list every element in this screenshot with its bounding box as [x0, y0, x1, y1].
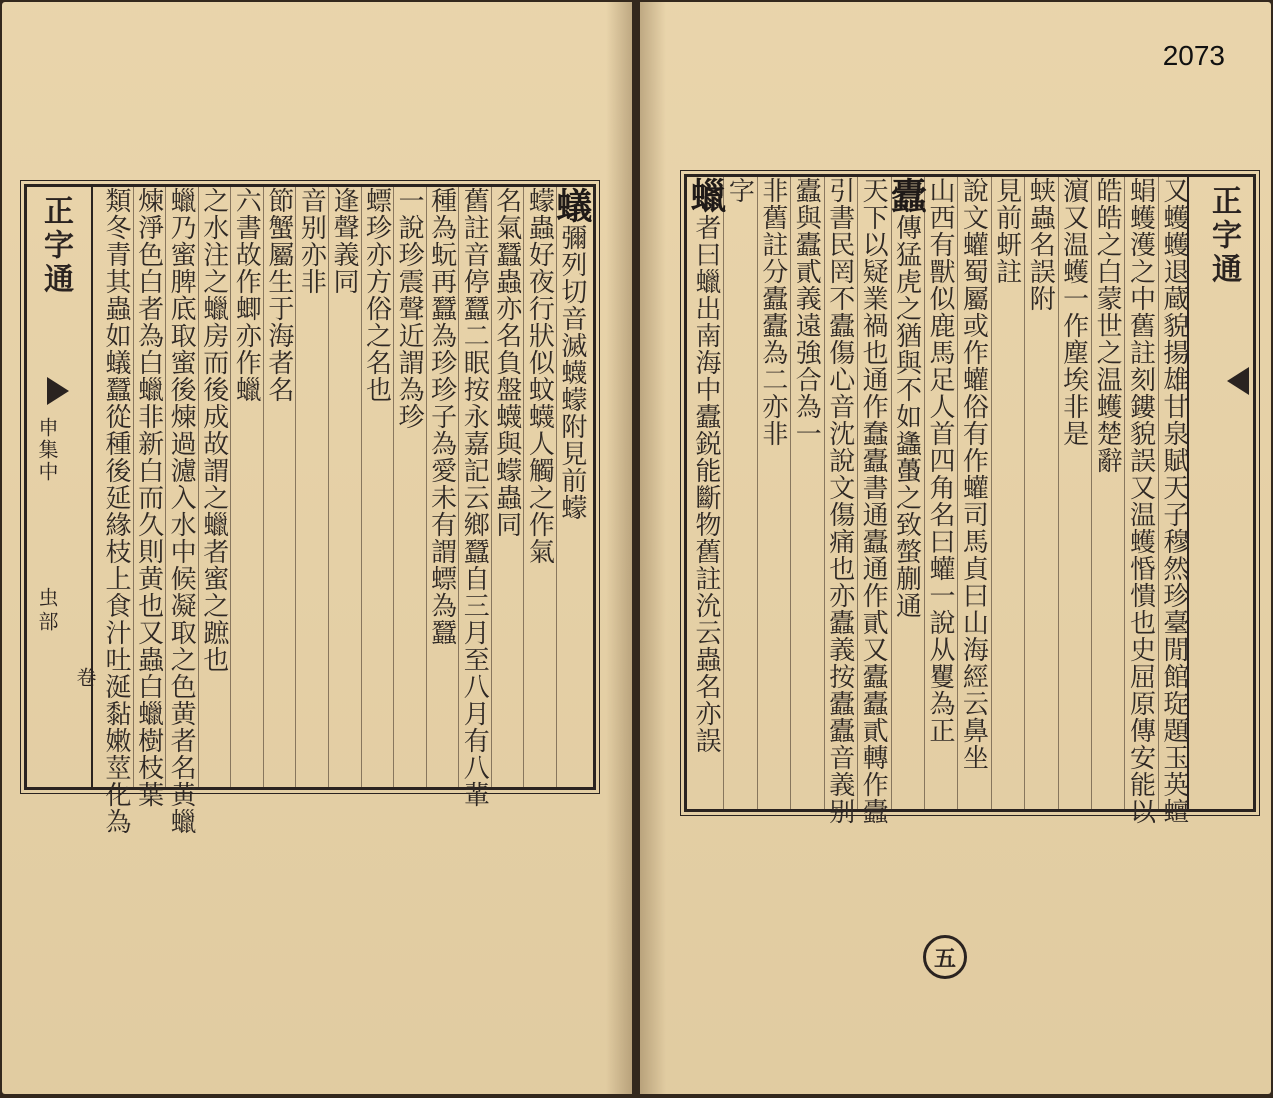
column-text: 蠟乃蜜脾底取蜜後煉過濾入水中候凝取之色黄者名黄蠟: [166, 187, 197, 835]
column-text: 者曰蠟出南海中蠹鋭能斷物舊註沇云蟲名亦誤: [691, 214, 721, 754]
column-text: 傳猛虎之猶與不如蠭蠆之致螫蒯通: [891, 214, 922, 619]
text-column: [723, 177, 754, 809]
text-column: [885, 177, 928, 809]
column-text: 逢聲義同: [328, 187, 359, 295]
column-text: 見前蚈註: [991, 177, 1022, 285]
image-number-label: 2073: [1162, 40, 1225, 71]
right-page: [640, 2, 1271, 1094]
column-text: 彌列切音滅蠛蠓附見前蠓: [556, 224, 587, 521]
left-folio-label: 卷: [73, 667, 97, 687]
text-column: [101, 187, 131, 835]
fishtail-mark: [1227, 367, 1249, 395]
text-column: [393, 187, 424, 787]
column-text: 節蟹屬生于海者名: [263, 187, 294, 403]
left-print-frame: [24, 184, 596, 835]
page-number-stamp: 五: [923, 935, 967, 979]
column-text: 說文蠸蜀屬或作蠸俗有作蠸司馬貞曰山海經云鼻坐: [958, 177, 989, 771]
text-column: [295, 187, 326, 787]
text-column: [361, 187, 392, 787]
column-text: 一說珍震聲近謂為珍: [394, 187, 425, 430]
column-text: 煉淨色白者為白蠟非新白而久則黄也又蟲白蠟樹枝葉: [133, 187, 164, 808]
column-text: 引書民罔不蠹傷心音沈說文傷痛也亦蠹義按蠹蠹音義别: [824, 177, 855, 825]
fishtail-mark: [47, 377, 69, 405]
text-column: [790, 177, 821, 809]
text-column: [1091, 177, 1122, 809]
text-column: [165, 187, 197, 835]
headword: 蠹: [885, 177, 928, 214]
text-column: [328, 187, 359, 787]
text-column: [957, 177, 988, 809]
column-text: 非舊註分蠹蠹為二亦非: [757, 177, 788, 447]
column-text: 音别亦非: [296, 187, 327, 295]
gutter-shadow: [640, 2, 666, 1094]
text-column: [824, 177, 855, 825]
right-print-frame: [684, 174, 1256, 972]
column-text: 蠹與蠹貳義遠強合為一: [791, 177, 822, 447]
column-text: 舊註音停蠶二眠按永嘉記云鄉蠶自三月至八月有八輩: [459, 187, 490, 808]
text-column: [230, 187, 261, 787]
column-text: 又蠖蠖退蔵貌揚雄甘泉賦天子穆然珍臺閒館琁題玉英蟺: [1158, 177, 1189, 825]
column-text: 蛱蟲名誤附: [1025, 177, 1056, 312]
text-column: [550, 187, 593, 787]
text-column: [133, 187, 164, 808]
left-section-label: 申集中: [35, 417, 59, 483]
column-text: 字: [724, 177, 755, 204]
text-column: [757, 177, 788, 809]
column-text: 種為蚖再蠶為珍珍子為愛未有謂螵為蠶: [426, 187, 457, 646]
text-column: [1058, 177, 1089, 809]
right-text-columns: [685, 177, 1189, 825]
column-text: 之水注之蠟房而後成故謂之蠟者蜜之蹠也: [198, 187, 229, 673]
column-text: 天下以疑業禍也通作蠢蠹書通蠹通作貳又蠹蠹貳轉作蠹: [858, 177, 889, 825]
text-column: [991, 177, 1022, 809]
text-column: [1158, 177, 1189, 825]
column-text: 螵珍亦方俗之名也: [361, 187, 392, 403]
headword: 蟻: [550, 187, 593, 224]
text-column: [491, 187, 522, 787]
text-column: [857, 177, 889, 825]
text-column: [198, 187, 229, 787]
text-column: [685, 177, 727, 809]
gutter-shadow: [606, 2, 632, 1094]
text-column: [523, 187, 554, 787]
left-page: [2, 2, 632, 1094]
left-running-head-column: [27, 187, 97, 787]
column-text: 蠓蟲好夜行狀似蚊蠛人觸之作氣: [524, 187, 555, 565]
column-text: 山西有獸似鹿馬足人首四角名曰蠸一說从矍為正: [924, 177, 955, 744]
text-column: [426, 187, 457, 787]
column-text: 六書故作蝍亦作蠟: [231, 187, 262, 403]
text-column: [1124, 177, 1156, 825]
text-column: [263, 187, 294, 787]
column-text: 類冬青其蟲如蟻蠶從種後延緣枝上食汁吐涎黏嫩莖化為: [101, 187, 131, 835]
text-column: [1024, 177, 1055, 809]
column-text: 濵又温蠖一作塵埃非是: [1058, 177, 1089, 447]
left-text-columns: [101, 187, 593, 835]
column-text: 名氣蠶蟲亦名負盤蠛與蠓蟲同: [491, 187, 522, 538]
right-running-head-column: [1187, 177, 1253, 809]
left-running-title: 正字通: [38, 195, 73, 297]
column-text: 蜎蠖濩之中舊註刻鏤貌誤又温蠖惛憒也史屈原傳安能以: [1125, 177, 1156, 825]
headword: 蠟: [685, 177, 727, 214]
left-radical-label: 虫部: [35, 587, 59, 635]
text-column: [458, 187, 490, 808]
column-text: 皓皓之白蒙世之温蠖楚辭: [1092, 177, 1123, 474]
text-column: [924, 177, 955, 809]
right-running-title: 正字通: [1206, 185, 1241, 287]
